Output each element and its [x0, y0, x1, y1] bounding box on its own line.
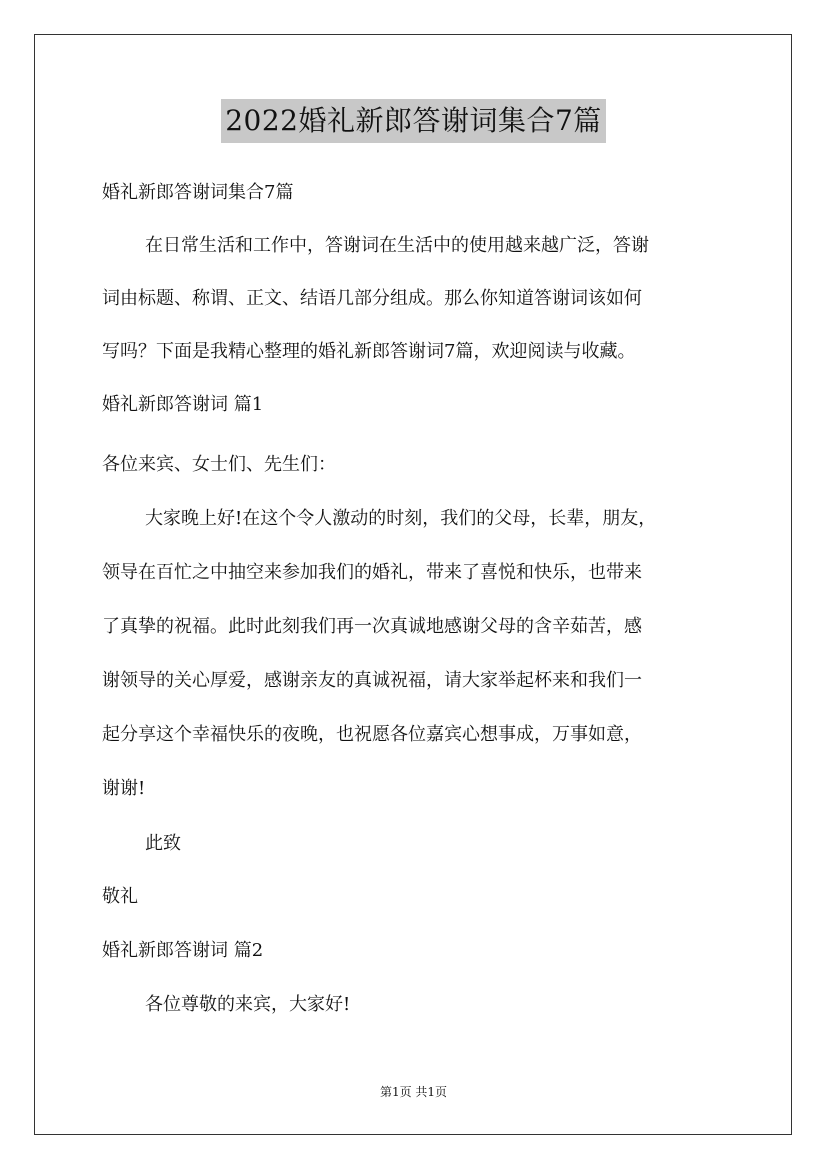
section1-body-line-3: 了真挚的祝福。此时此刻我们再一次真诚地感谢父母的含辛茹苦，感 [102, 616, 642, 637]
section2-greeting: 各位尊敬的来宾，大家好! [145, 994, 351, 1015]
section1-closing-2: 敬礼 [102, 886, 138, 907]
intro-line-1: 在日常生活和工作中，答谢词在生活中的使用越来越广泛，答谢 [145, 235, 649, 256]
section1-salutation: 各位来宾、女士们、先生们： [102, 454, 336, 475]
page-footer: 第1页 共1页 [379, 1085, 448, 1099]
section1-closing-1: 此致 [145, 833, 181, 854]
section1-body-line-6: 谢谢! [102, 778, 146, 799]
section1-heading: 婚礼新郎答谢词 篇1 [102, 394, 264, 415]
section1-body-line-1: 大家晚上好!在这个令人激动的时刻，我们的父母，长辈，朋友， [145, 508, 657, 529]
document-subtitle: 婚礼新郎答谢词集合7篇 [102, 182, 294, 203]
document-title: 2022婚礼新郎答谢词集合7篇 [221, 99, 606, 143]
section1-body-line-5: 起分享这个幸福快乐的夜晚，也祝愿各位嘉宾心想事成，万事如意， [102, 724, 642, 745]
intro-line-2: 词由标题、称谓、正文、结语几部分组成。那么你知道答谢词该如何 [102, 288, 642, 309]
section1-body-line-2: 领导在百忙之中抽空来参加我们的婚礼，带来了喜悦和快乐，也带来 [102, 562, 642, 583]
title-container [0, 99, 827, 143]
section1-body-line-4: 谢领导的关心厚爱，感谢亲友的真诚祝福，请大家举起杯来和我们一 [102, 670, 642, 691]
section2-heading: 婚礼新郎答谢词 篇2 [102, 940, 264, 961]
intro-line-3: 写吗？下面是我精心整理的婚礼新郎答谢词7篇，欢迎阅读与收藏。 [102, 341, 636, 362]
